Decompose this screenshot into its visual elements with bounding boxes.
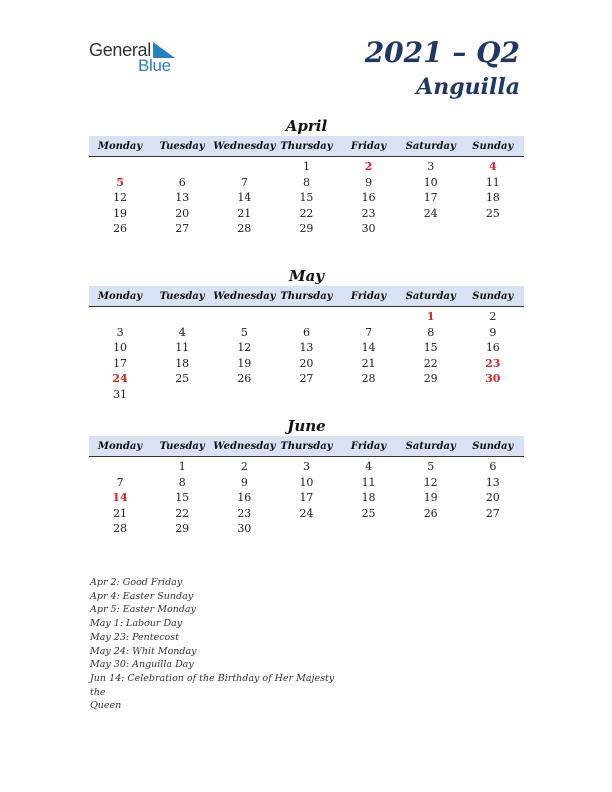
week-row (89, 387, 524, 403)
day-cell: 22 (299, 206, 314, 220)
day-cell: 10 (113, 341, 128, 355)
day-cell: 21 (237, 206, 252, 220)
day-cell: 27 (485, 506, 500, 520)
weekday-label: Friday (350, 140, 387, 152)
day-cell: 23 (361, 206, 376, 220)
day-cell: 30 (237, 522, 252, 536)
weekday-header (89, 286, 524, 307)
day-cell: 6 (302, 325, 310, 339)
day-cell: 17 (423, 191, 438, 205)
day-cell: 10 (423, 175, 438, 189)
month-june (89, 416, 524, 537)
day-cell: 1 (178, 460, 186, 474)
day-cell: 25 (485, 206, 500, 220)
day-cell: 8 (302, 175, 310, 189)
day-cell: 29 (175, 522, 190, 536)
day-cell: 19 (423, 491, 438, 505)
weekday-label: Wednesday (213, 140, 276, 152)
day-cell: 30 (485, 372, 501, 386)
day-cell: 18 (485, 191, 500, 205)
week-row (89, 221, 524, 237)
month-weeks (89, 157, 524, 237)
month-weeks (89, 307, 524, 402)
weekday-label: Saturday (405, 440, 456, 452)
day-cell: 20 (175, 206, 190, 220)
holiday-entry: Queen (90, 700, 122, 712)
day-cell: 9 (240, 475, 248, 489)
week-row (89, 475, 524, 491)
day-cell: 7 (365, 325, 373, 339)
weekday-label: Sunday (472, 440, 514, 452)
holiday-entry: Apr 4: Easter Sunday (90, 590, 194, 602)
day-cell: 15 (423, 341, 438, 355)
weekday-label: Wednesday (213, 290, 276, 302)
day-cell: 13 (175, 191, 190, 205)
day-cell: 15 (299, 191, 314, 205)
holiday-entry: Apr 5: Easter Monday (90, 604, 196, 616)
weekday-label: Sunday (472, 290, 514, 302)
month-name: April (285, 117, 328, 135)
day-cell: 13 (299, 341, 314, 355)
day-cell: 18 (175, 356, 190, 370)
month-weeks (89, 457, 524, 537)
day-cell: 27 (299, 372, 314, 386)
weekday-label: Tuesday (159, 440, 205, 452)
month-april (89, 116, 524, 237)
day-cell: 26 (237, 372, 252, 386)
week-row (89, 159, 524, 175)
day-cell: 12 (237, 341, 252, 355)
day-cell: 1 (302, 160, 310, 174)
day-cell: 19 (237, 356, 252, 370)
day-cell: 21 (361, 356, 376, 370)
day-cell: 5 (240, 325, 248, 339)
day-cell: 15 (175, 491, 190, 505)
day-cell: 24 (112, 372, 128, 386)
day-cell: 29 (423, 372, 438, 386)
day-cell: 21 (113, 506, 128, 520)
weekday-label: Thursday (280, 290, 333, 302)
weekday-label: Monday (97, 140, 143, 152)
day-cell: 16 (361, 191, 376, 205)
week-row (89, 190, 524, 206)
month-may (89, 266, 524, 402)
day-cell: 17 (113, 356, 128, 370)
week-row (89, 340, 524, 356)
logo-blue-text: Blue (138, 56, 171, 75)
day-cell: 24 (423, 206, 438, 220)
day-cell: 2 (364, 160, 373, 174)
day-cell: 6 (489, 460, 497, 474)
week-row (89, 206, 524, 222)
day-cell: 28 (361, 372, 376, 386)
day-cell: 20 (485, 491, 500, 505)
day-cell: 1 (426, 310, 435, 324)
day-cell: 11 (175, 341, 190, 355)
day-cell: 2 (489, 310, 497, 324)
day-cell: 5 (116, 175, 124, 189)
week-row (89, 459, 524, 475)
day-cell: 28 (237, 222, 252, 236)
day-cell: 24 (299, 506, 314, 520)
day-cell: 16 (485, 341, 500, 355)
weekday-header (89, 436, 524, 457)
day-cell: 9 (489, 325, 497, 339)
logo (89, 40, 189, 80)
day-cell: 4 (488, 160, 497, 174)
holiday-list (90, 576, 340, 713)
weekday-label: Thursday (280, 440, 333, 452)
week-row (89, 356, 524, 372)
week-row (89, 506, 524, 522)
day-cell: 19 (113, 206, 128, 220)
day-cell: 3 (302, 460, 310, 474)
weekday-label: Wednesday (213, 440, 276, 452)
day-cell: 26 (113, 222, 128, 236)
holiday-entry: May 1: Labour Day (90, 618, 183, 630)
day-cell: 22 (423, 356, 438, 370)
day-cell: 6 (178, 175, 186, 189)
day-cell: 14 (112, 491, 128, 505)
holiday-entry: May 23: Pentecost (90, 631, 179, 643)
weekday-label: Monday (97, 440, 143, 452)
week-row (89, 325, 524, 341)
day-cell: 4 (365, 460, 373, 474)
day-cell: 29 (299, 222, 314, 236)
week-row (89, 521, 524, 537)
holiday-entry: May 24: Whit Monday (90, 645, 197, 657)
day-cell: 14 (361, 341, 376, 355)
day-cell: 22 (175, 506, 190, 520)
month-name: May (288, 267, 325, 285)
day-cell: 20 (299, 356, 314, 370)
day-cell: 14 (237, 191, 252, 205)
weekday-label: Sunday (472, 140, 514, 152)
page-subtitle: Anguilla (416, 74, 520, 100)
weekday-label: Thursday (280, 140, 333, 152)
day-cell: 8 (178, 475, 186, 489)
weekday-label: Friday (350, 440, 387, 452)
weekday-label: Monday (97, 290, 143, 302)
day-cell: 13 (485, 475, 500, 489)
day-cell: 18 (361, 491, 376, 505)
weekday-label: Tuesday (159, 290, 205, 302)
day-cell: 23 (237, 506, 252, 520)
day-cell: 3 (116, 325, 124, 339)
weekday-header (89, 136, 524, 157)
day-cell: 3 (427, 160, 435, 174)
day-cell: 27 (175, 222, 190, 236)
logo-general-text: General (89, 40, 151, 60)
week-row (89, 175, 524, 191)
day-cell: 10 (299, 475, 314, 489)
day-cell: 8 (427, 325, 435, 339)
day-cell: 25 (175, 372, 190, 386)
weekday-label: Saturday (405, 290, 456, 302)
day-cell: 23 (485, 356, 501, 370)
week-row (89, 371, 524, 387)
page-title: 2021 – Q2 (364, 36, 520, 69)
day-cell: 2 (240, 460, 248, 474)
holiday-entry: May 30: Anguilla Day (90, 659, 194, 671)
day-cell: 12 (423, 475, 438, 489)
day-cell: 31 (113, 387, 128, 401)
day-cell: 4 (178, 325, 186, 339)
day-cell: 5 (427, 460, 435, 474)
day-cell: 7 (240, 175, 248, 189)
week-row (89, 490, 524, 506)
day-cell: 7 (116, 475, 124, 489)
weekday-label: Saturday (405, 140, 456, 152)
weekday-label: Friday (350, 290, 387, 302)
holiday-entry: Apr 2: Good Friday (90, 577, 183, 588)
day-cell: 11 (485, 175, 500, 189)
holiday-entry: Jun 14: Celebration of the Birthday of Her Majesty the (90, 672, 335, 698)
week-row (89, 309, 524, 325)
day-cell: 26 (423, 506, 438, 520)
weekday-label: Tuesday (159, 140, 205, 152)
day-cell: 30 (361, 222, 376, 236)
day-cell: 17 (299, 491, 314, 505)
day-cell: 16 (237, 491, 252, 505)
month-name: June (287, 417, 326, 435)
day-cell: 9 (365, 175, 373, 189)
day-cell: 12 (113, 191, 128, 205)
day-cell: 11 (361, 475, 376, 489)
day-cell: 25 (361, 506, 376, 520)
day-cell: 28 (113, 522, 128, 536)
